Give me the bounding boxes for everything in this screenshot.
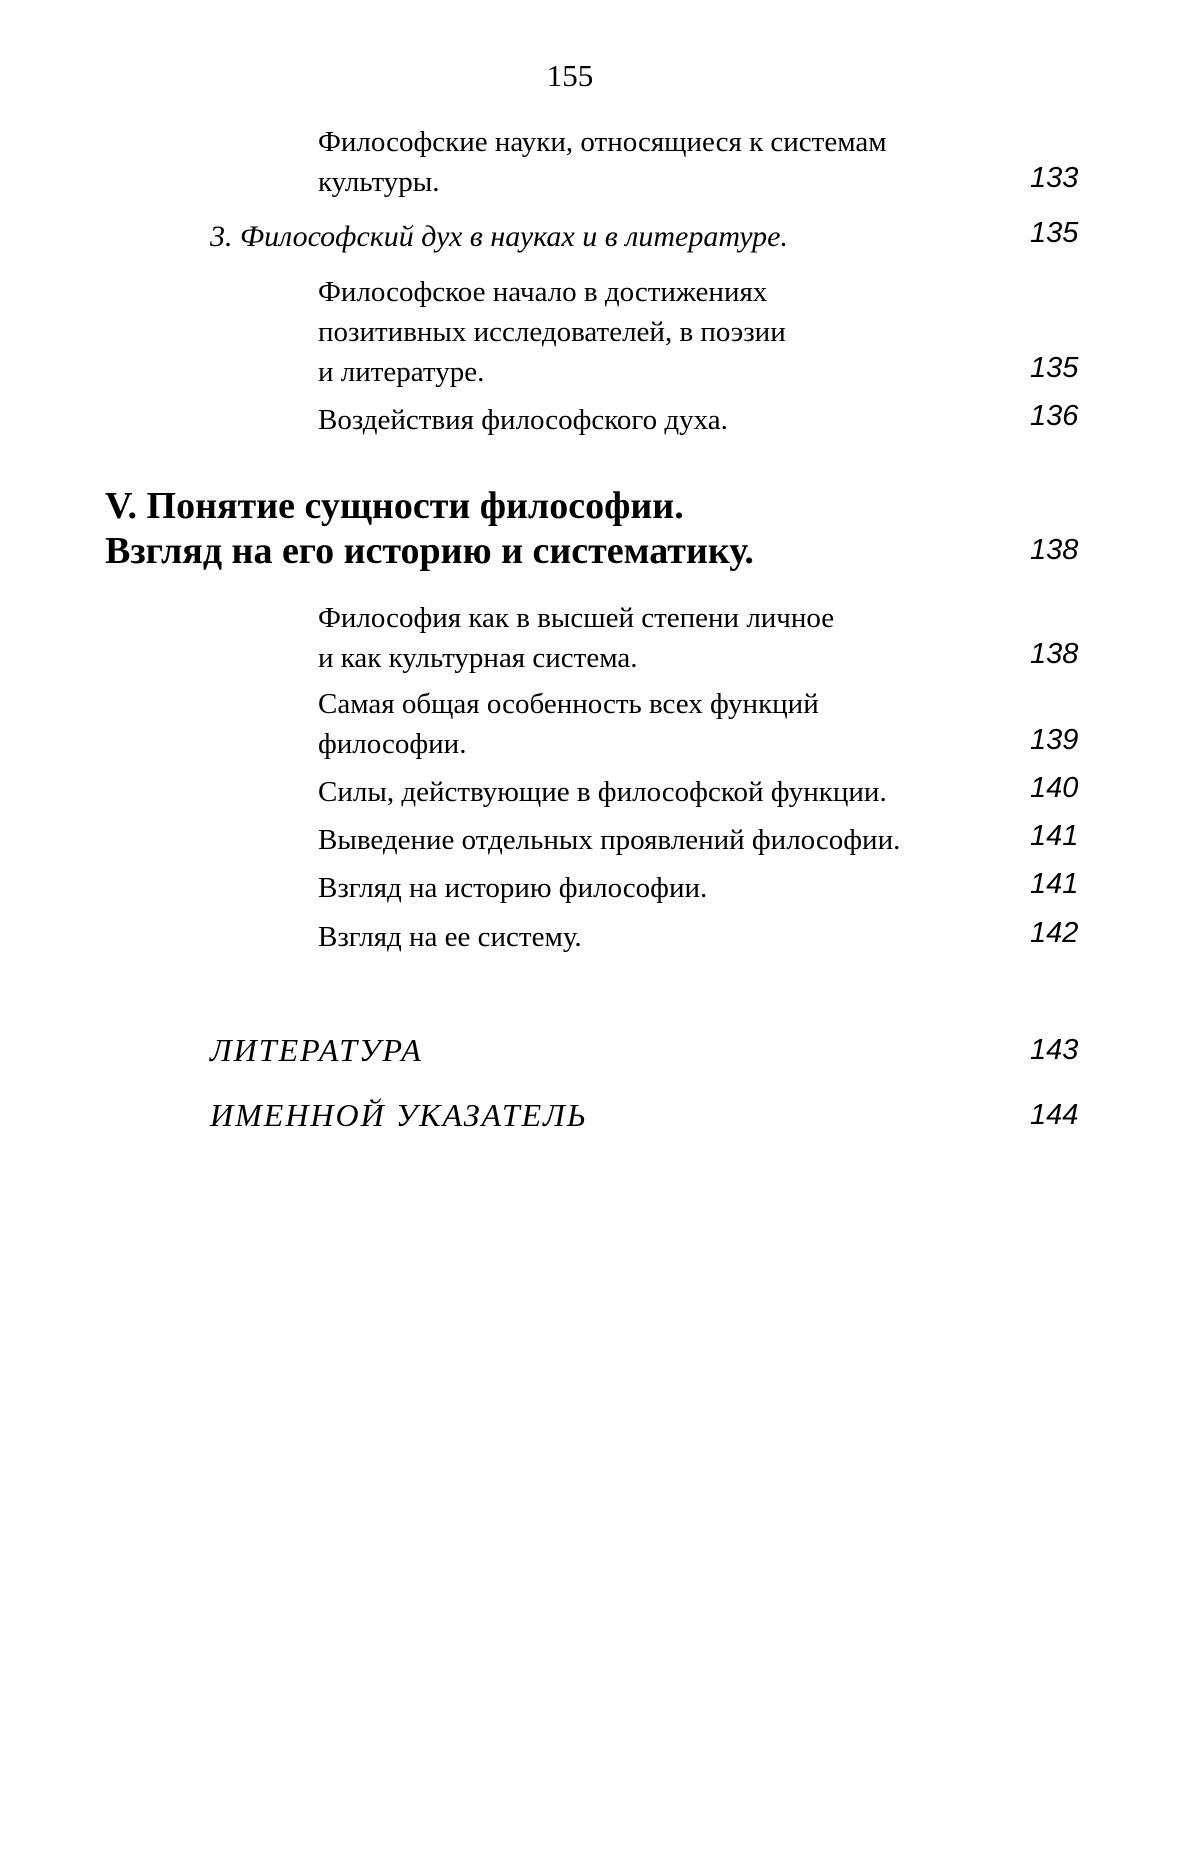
- toc-backmatter-page: 144: [1030, 1099, 1079, 1131]
- toc-entry-title: Философское начало в достижениях позитивных исследователей, в поэзии и литературе.: [318, 276, 786, 388]
- toc-entry-title: Самая общая особенность всех функций философии.: [318, 688, 819, 760]
- toc-entry-title: Взгляд на историю философии.: [318, 872, 708, 904]
- toc-entry-title: Воздействия философского духа.: [318, 404, 728, 436]
- toc-backmatter-page: 143: [1030, 1034, 1079, 1066]
- toc-backmatter-title: ИМЕННОЙ УКАЗАТЕЛЬ: [210, 1097, 588, 1133]
- toc-entry-title: Силы, действующие в философской функции.: [318, 776, 887, 808]
- toc-chapter-page: 138: [1030, 534, 1079, 566]
- toc-entry-title: Выведение отдельных проявлений философии.: [318, 824, 901, 856]
- toc-chapter-title: V. Понятие сущности философии. Взгляд на его историю и систематику.: [105, 485, 754, 572]
- toc-entry-title: Философские науки, относящиеся к системам культуры.: [318, 126, 887, 198]
- page-number: 155: [546, 58, 594, 93]
- toc-entry-title: Взгляд на ее систему.: [318, 921, 582, 953]
- toc-entry-page: 141: [1030, 868, 1079, 900]
- toc-entry-title: Философия как в высшей степени личное и как культурная система.: [318, 602, 835, 674]
- toc-entry-page: 141: [1030, 820, 1079, 852]
- toc-entry-page: 135: [1030, 352, 1079, 384]
- toc-entry-page: 133: [1030, 162, 1079, 194]
- toc-entry-page: 136: [1030, 400, 1079, 432]
- toc-entry-page: 140: [1030, 772, 1079, 804]
- toc-entry-page: 139: [1030, 724, 1079, 756]
- toc-backmatter-title: ЛИТЕРАТУРА: [210, 1032, 423, 1068]
- toc-section-title: 3. Философский дух в науках и в литературе.: [210, 220, 788, 253]
- toc-entry-page: 142: [1030, 917, 1079, 949]
- toc-section-page: 135: [1030, 217, 1079, 249]
- toc-entry-page: 138: [1030, 638, 1079, 670]
